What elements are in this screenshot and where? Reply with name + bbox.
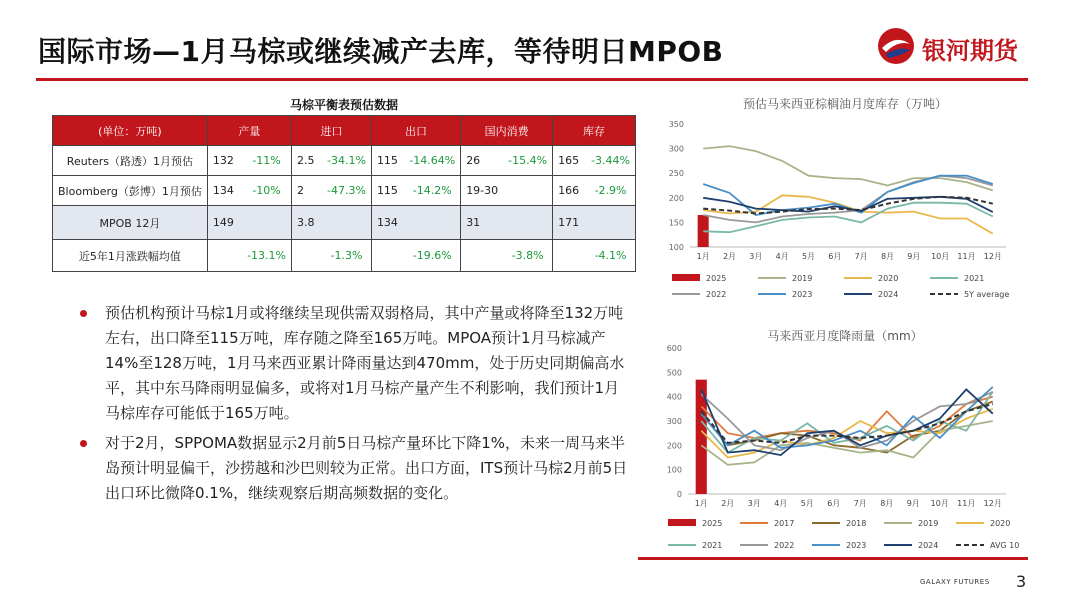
legend-label: 2017 [774,519,795,528]
x-tick-label: 5月 [801,252,816,261]
x-tick-label: 2月 [722,252,737,261]
table-header-row [53,116,636,146]
page-number: 3 [1016,572,1027,591]
y-tick-label: 600 [666,344,682,353]
legend-label: 2024 [878,290,899,299]
header-cell: 国内消费 [461,116,553,146]
legend-label: 2022 [774,541,795,550]
header-cell: 进口 [292,116,372,146]
x-tick-label: 6月 [827,499,841,508]
legend-label: 2019 [792,274,813,283]
table-cell: -15.4% [503,146,552,176]
rainfall-chart-title: 马来西亚月度降雨量（mm） [767,329,923,343]
legend-label: 2023 [792,290,813,299]
table-cell: 19-30 [461,176,503,206]
table-cell [371,240,404,272]
y-tick-label: 150 [668,218,684,228]
table-cell [503,206,552,240]
row-label: MPOB 12月 [53,206,208,240]
legend-label: 2020 [990,519,1011,528]
table-row [53,176,636,206]
x-tick-label: 6月 [828,252,842,261]
table-cell: -47.3% [322,176,371,206]
y-tick-label: 400 [666,392,682,402]
y-tick-label: 250 [668,169,684,179]
x-tick-label: 8月 [880,252,895,261]
y-tick-label: 200 [668,193,684,203]
row-label: Bloomberg（彭博）1月预估 [53,176,208,206]
x-tick-label: 1月 [694,499,708,508]
table-cell: 165 [553,146,586,176]
header-cell: 库存 [553,116,636,146]
table-cell: 134 [371,206,404,240]
y-tick-label: 100 [666,465,682,475]
table-cell [242,206,291,240]
rainfall-chart [650,340,1030,552]
x-tick-label: 9月 [906,499,920,508]
x-tick-label: 4月 [775,252,789,261]
page-title: 国际市场—1月马棕或继续减产去库，等待明日MPOB [38,35,724,68]
x-tick-label: 10月 [931,252,950,261]
x-tick-label: 8月 [880,499,894,508]
table-cell: 3.8 [292,206,323,240]
table-cell: -11% [242,146,291,176]
series-line-2021 [701,392,993,453]
palm-balance-table [52,115,636,272]
company-logo [876,26,1036,66]
legend-swatch [672,274,700,281]
legend-label: AVG 10 [990,541,1020,550]
table-cell: 134 [207,176,242,206]
x-tick-label: 11月 [957,499,976,508]
table-cell: 26 [461,146,503,176]
row-label: Reuters（路透）1月预估 [53,146,208,176]
legend-label: 2025 [702,519,723,528]
table-cell: 2.5 [292,146,323,176]
table-cell [586,206,635,240]
table-cell: -1.3% [322,240,371,272]
legend-label: 2023 [846,541,867,550]
series-line-2024 [701,389,993,455]
y-tick-label: 500 [666,368,682,378]
x-tick-label: 3月 [747,499,761,508]
header-cell: 出口 [371,116,460,146]
y-tick-label: 300 [666,417,682,426]
y-tick-label: 200 [666,441,682,451]
inventory-chart [650,112,1030,304]
table-cell: -2.9% [586,176,635,206]
row-label: 近5年1月涨跌幅均值 [53,240,208,272]
table-cell [553,240,586,272]
x-tick-label: 3月 [749,252,763,261]
x-tick-label: 7月 [853,499,867,508]
table-row [53,240,636,272]
table-cell [461,240,503,272]
legend-label: 2020 [878,274,899,283]
legend-label: 2018 [846,519,867,528]
series-line-2019 [703,146,993,190]
table-cell: 2 [292,176,323,206]
y-tick-label: 350 [668,120,684,129]
analysis-bullets [78,301,634,506]
x-tick-label: 11月 [957,252,976,261]
table-cell: -14.64% [404,146,460,176]
logo-text: 银河期货 [922,37,1018,65]
y-tick-label: 300 [668,144,684,154]
table-cell: 171 [553,206,586,240]
x-tick-label: 10月 [930,499,949,508]
table-cell: -3.8% [503,240,552,272]
table-cell [404,206,460,240]
table-cell: 132 [207,146,242,176]
table-cell: 166 [553,176,586,206]
table-cell: -14.2% [404,176,460,206]
table-cell: 31 [461,206,503,240]
legend-swatch [668,519,696,526]
bullet-item [78,431,634,506]
table-row [53,146,636,176]
x-tick-label: 12月 [983,499,1002,508]
legend-label: 2024 [918,541,939,550]
table-cell: -19.6% [404,240,460,272]
table-cell: -34.1% [322,146,371,176]
table-cell: 115 [371,146,404,176]
x-tick-label: 1月 [696,252,710,261]
bullet-dot-icon [80,440,87,447]
table-cell [503,176,552,206]
table-cell [292,240,323,272]
bullet-text: 预估机构预计马棕1月或将继续呈现供需双弱格局，其中产量或将降至132万吨左右，出口降至115万吨，库存随之降至165万吨。MPOA预计1月马棕减产14%至128万吨，1月马来西亚累计降雨量达到470mm，处于历史同期偏高水平，其中东马降雨明显偏多，或将对1月马棕产量产生不利影响，我们预计1月马棕库存可能低于165万吨。 [105,304,625,422]
legend-label: 2021 [702,541,723,550]
table-cell: -3.44% [586,146,635,176]
x-tick-label: 12月 [983,252,1002,261]
x-tick-label: 4月 [774,499,788,508]
x-tick-label: 5月 [800,499,814,508]
x-tick-label: 2月 [721,499,735,508]
y-tick-label: 0 [676,490,682,499]
bullet-dot-icon [80,310,87,317]
x-tick-label: 9月 [907,252,921,261]
table-row [53,206,636,240]
header-cell: (单位：万吨) [53,116,208,146]
table-cell: -4.1% [586,240,635,272]
legend-label: 2025 [706,274,727,283]
title-divider [36,78,1028,81]
bullet-item [78,301,634,426]
footer-divider [638,557,1028,560]
legend-label: 2022 [706,290,727,299]
table-cell: 149 [207,206,242,240]
header-cell: 产量 [207,116,291,146]
legend-label: 5Y average [964,290,1010,299]
series-line-2022 [703,176,993,223]
footer-brand: GALAXY FUTURES [920,578,990,586]
table-caption: 马棕平衡表预估数据 [289,98,398,112]
legend-label: 2021 [964,274,985,283]
x-tick-label: 7月 [854,252,868,261]
inventory-chart-title: 预估马来西亚棕榈油月度库存（万吨） [742,97,947,111]
table-cell [322,206,371,240]
legend-label: 2019 [918,519,939,528]
table-cell: -10% [242,176,291,206]
table-cell: 115 [371,176,404,206]
table-cell [207,240,242,272]
table-cell: -13.1% [242,240,291,272]
bullet-text: 对于2月，SPPOMA数据显示2月前5日马棕产量环比下降1%，未来一周马来半岛预计明显偏干，沙捞越和沙巴则较为正常。出口方面，ITS预计马棕2月前5日出口环比微降0.1%，继续观察后期高频数据的变化。 [105,434,628,502]
galaxy-logo-icon [876,26,916,66]
y-tick-label: 100 [668,243,684,252]
